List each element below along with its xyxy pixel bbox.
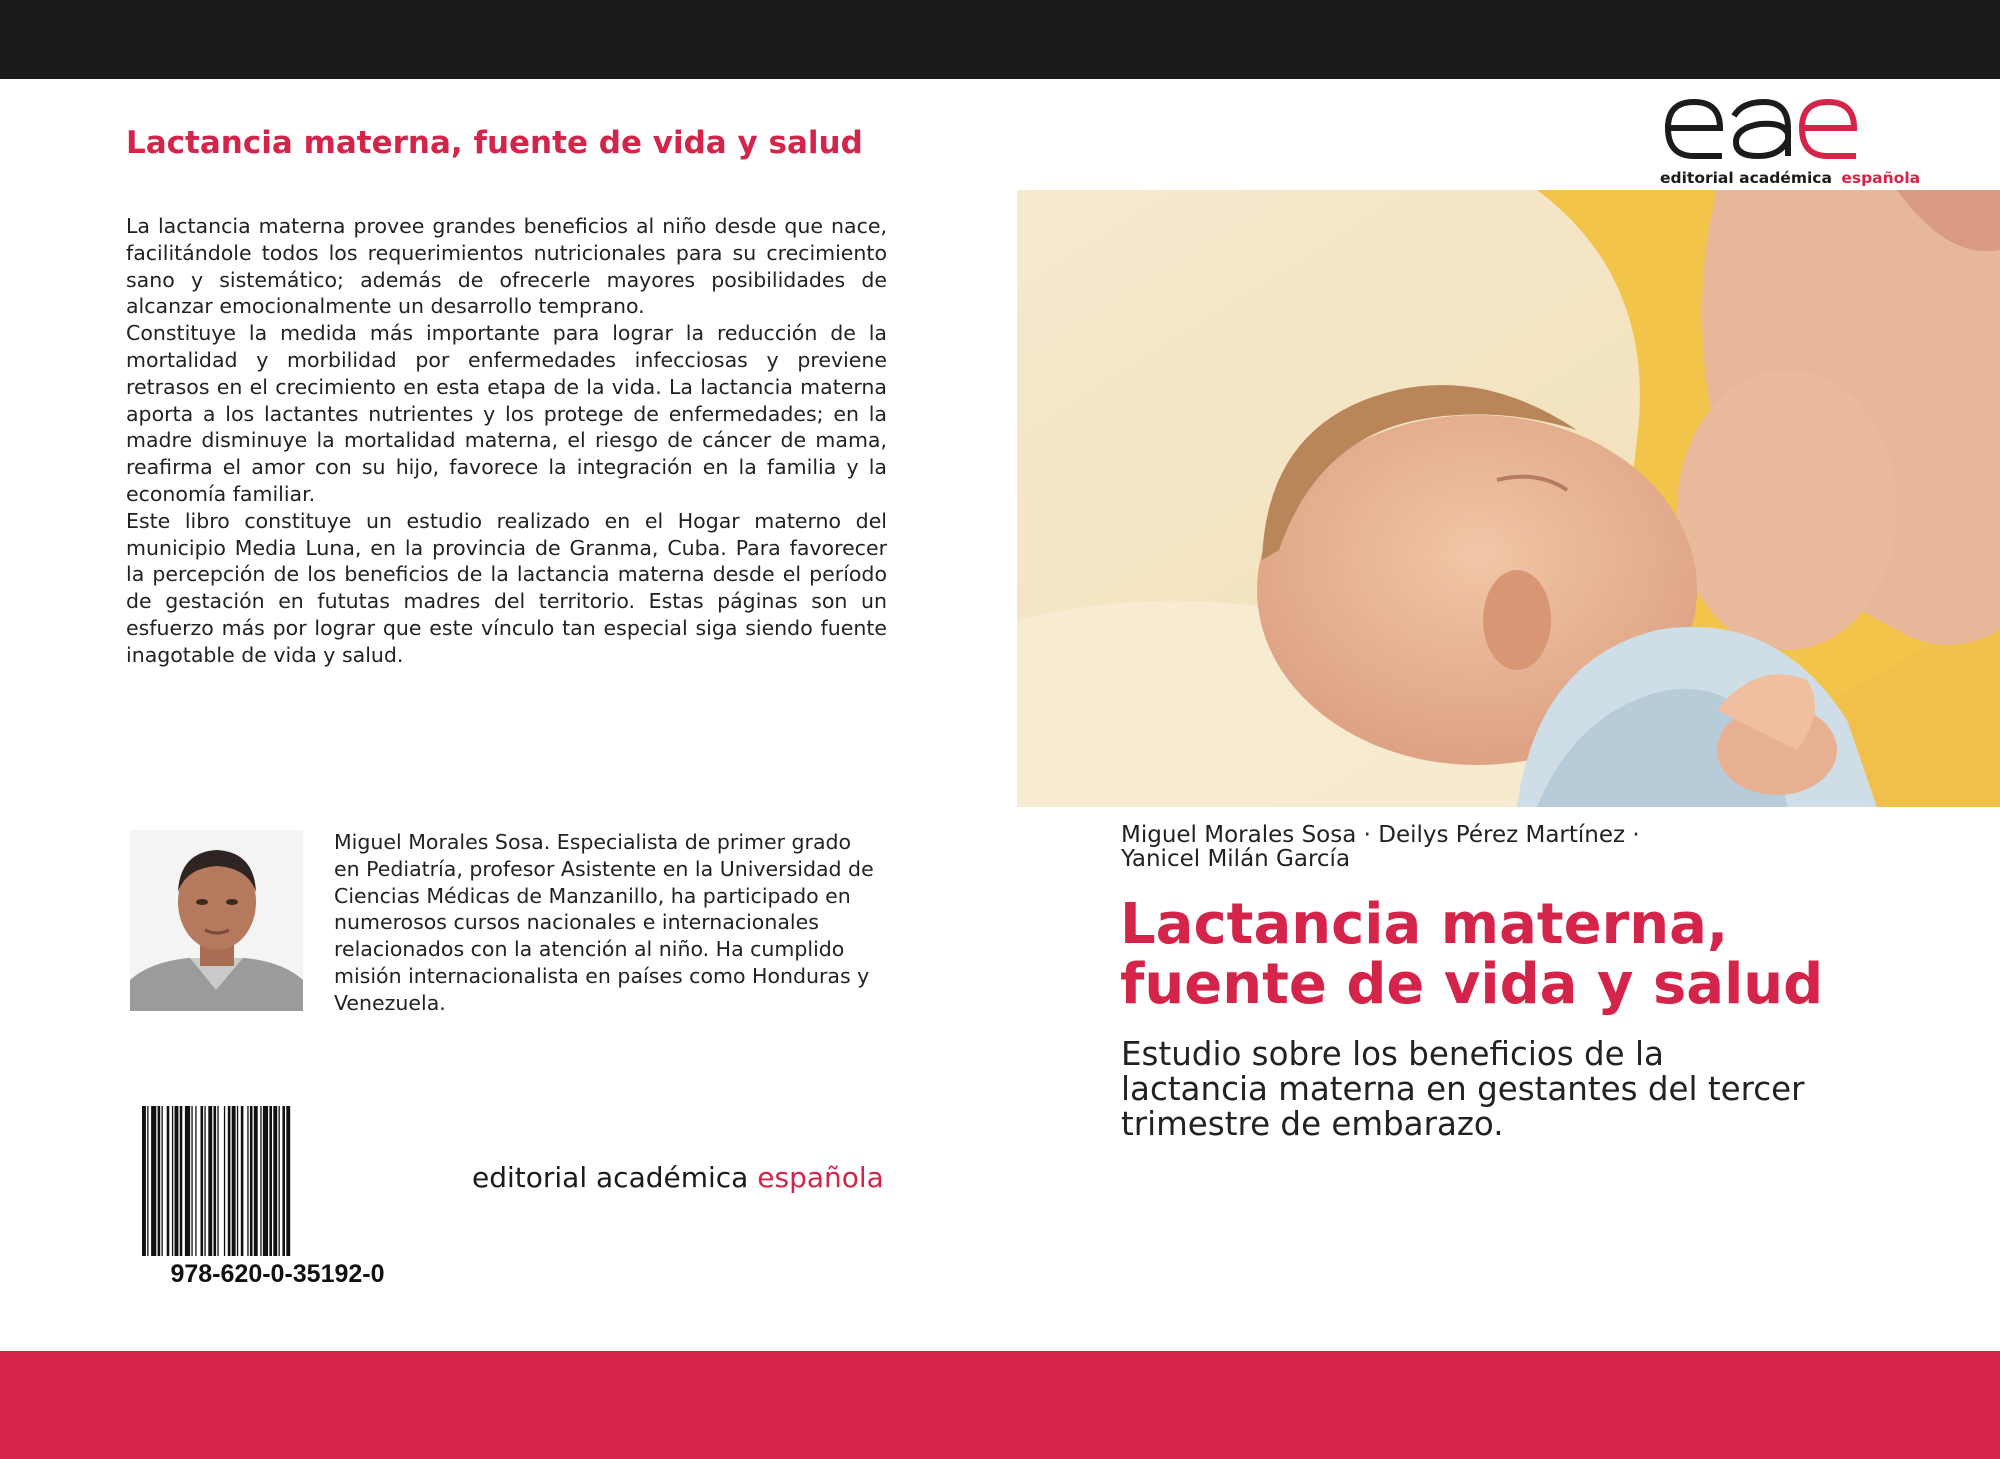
- front-cover-subtitle: [1121, 1037, 1981, 1142]
- cover-photo: [1017, 190, 2000, 807]
- blurb-paragraph-2: Constituye la medida más importante para lograr la reducción de la mortalidad y morbilidad por enfermedades infecciosas y previene retrasos en el crecimiento en esta etapa de la vida. La lactancia materna aporta a los lactantes nutrientes y los protege de enfermedades; en la madre disminuye la mortalidad materna, el riesgo de cáncer de mama, reafirma el amor con su hijo, favorece la integración en la familia y la economía familiar.: [126, 321, 887, 506]
- bottom-band: [0, 1351, 2000, 1459]
- author-bio: Miguel Morales Sosa. Especialista de primer grado en Pediatría, profesor Asistente en la Universidad de Ciencias Médicas de Manzanillo, ha participado en numerosos cursos nacionales e internacionales relacionados con la atención al niño. Ha cumplido misión internacionalista en países como Honduras y Venezuela.: [334, 830, 874, 1015]
- subtitle-line-1: Estudio sobre los beneficios de la: [1121, 1035, 1664, 1073]
- authors: [1121, 823, 1921, 871]
- top-band: [0, 0, 2000, 79]
- barcode-icon: [140, 1106, 415, 1256]
- author-photo: [130, 830, 303, 1011]
- front-title-line-2: fuente de vida y salud: [1120, 952, 1824, 1017]
- publisher-name-accent: española: [757, 1161, 884, 1194]
- blurb-paragraph-3: Este libro constituye un estudio realizado en el Hogar materno del municipio Media Luna, en la provincia de Granma, Cuba. Para favorecer la percepción de los beneficios de la lactancia materna desde el período de gestación en fututas madres del territorio. Estas páginas son un esfuerzo más por lograr que este vínculo tan especial siga siendo fuente inagotable de vida y salud.: [126, 508, 887, 667]
- logo-caption-accent: española: [1841, 169, 1921, 187]
- publisher-logo: [1660, 94, 1921, 190]
- logo-caption: [1660, 169, 1920, 187]
- back-cover-blurb: [126, 213, 887, 669]
- authors-line-1: Miguel Morales Sosa · Deilys Pérez Martínez ·: [1121, 822, 1640, 848]
- publisher-name-main: editorial académica: [472, 1161, 749, 1194]
- logo-caption-main: editorial académica: [1660, 169, 1832, 187]
- authors-line-2: Yanicel Milán García: [1121, 846, 1351, 872]
- front-cover-title: [1120, 892, 1980, 1017]
- subtitle-line-3: trimestre de embarazo.: [1121, 1105, 1504, 1143]
- logo-mark: [1668, 102, 1856, 156]
- isbn-number: 978-620-0-35192-0: [170, 1260, 385, 1288]
- blurb-paragraph-1: La lactancia materna provee grandes beneficios al niño desde que nace, facilitándole todos los requerimientos nutricionales para su crecimiento sano y sistemático; además de ofrecerle mayores posibilidades de alcanzar emocionalmente un desarrollo temprano.: [126, 214, 887, 319]
- publisher-name: [472, 1161, 884, 1194]
- subtitle-line-2: lactancia materna en gestantes del tercer: [1121, 1070, 1805, 1108]
- back-cover-title: Lactancia materna, fuente de vida y salud: [126, 125, 863, 161]
- front-title-line-1: Lactancia materna,: [1120, 892, 1729, 957]
